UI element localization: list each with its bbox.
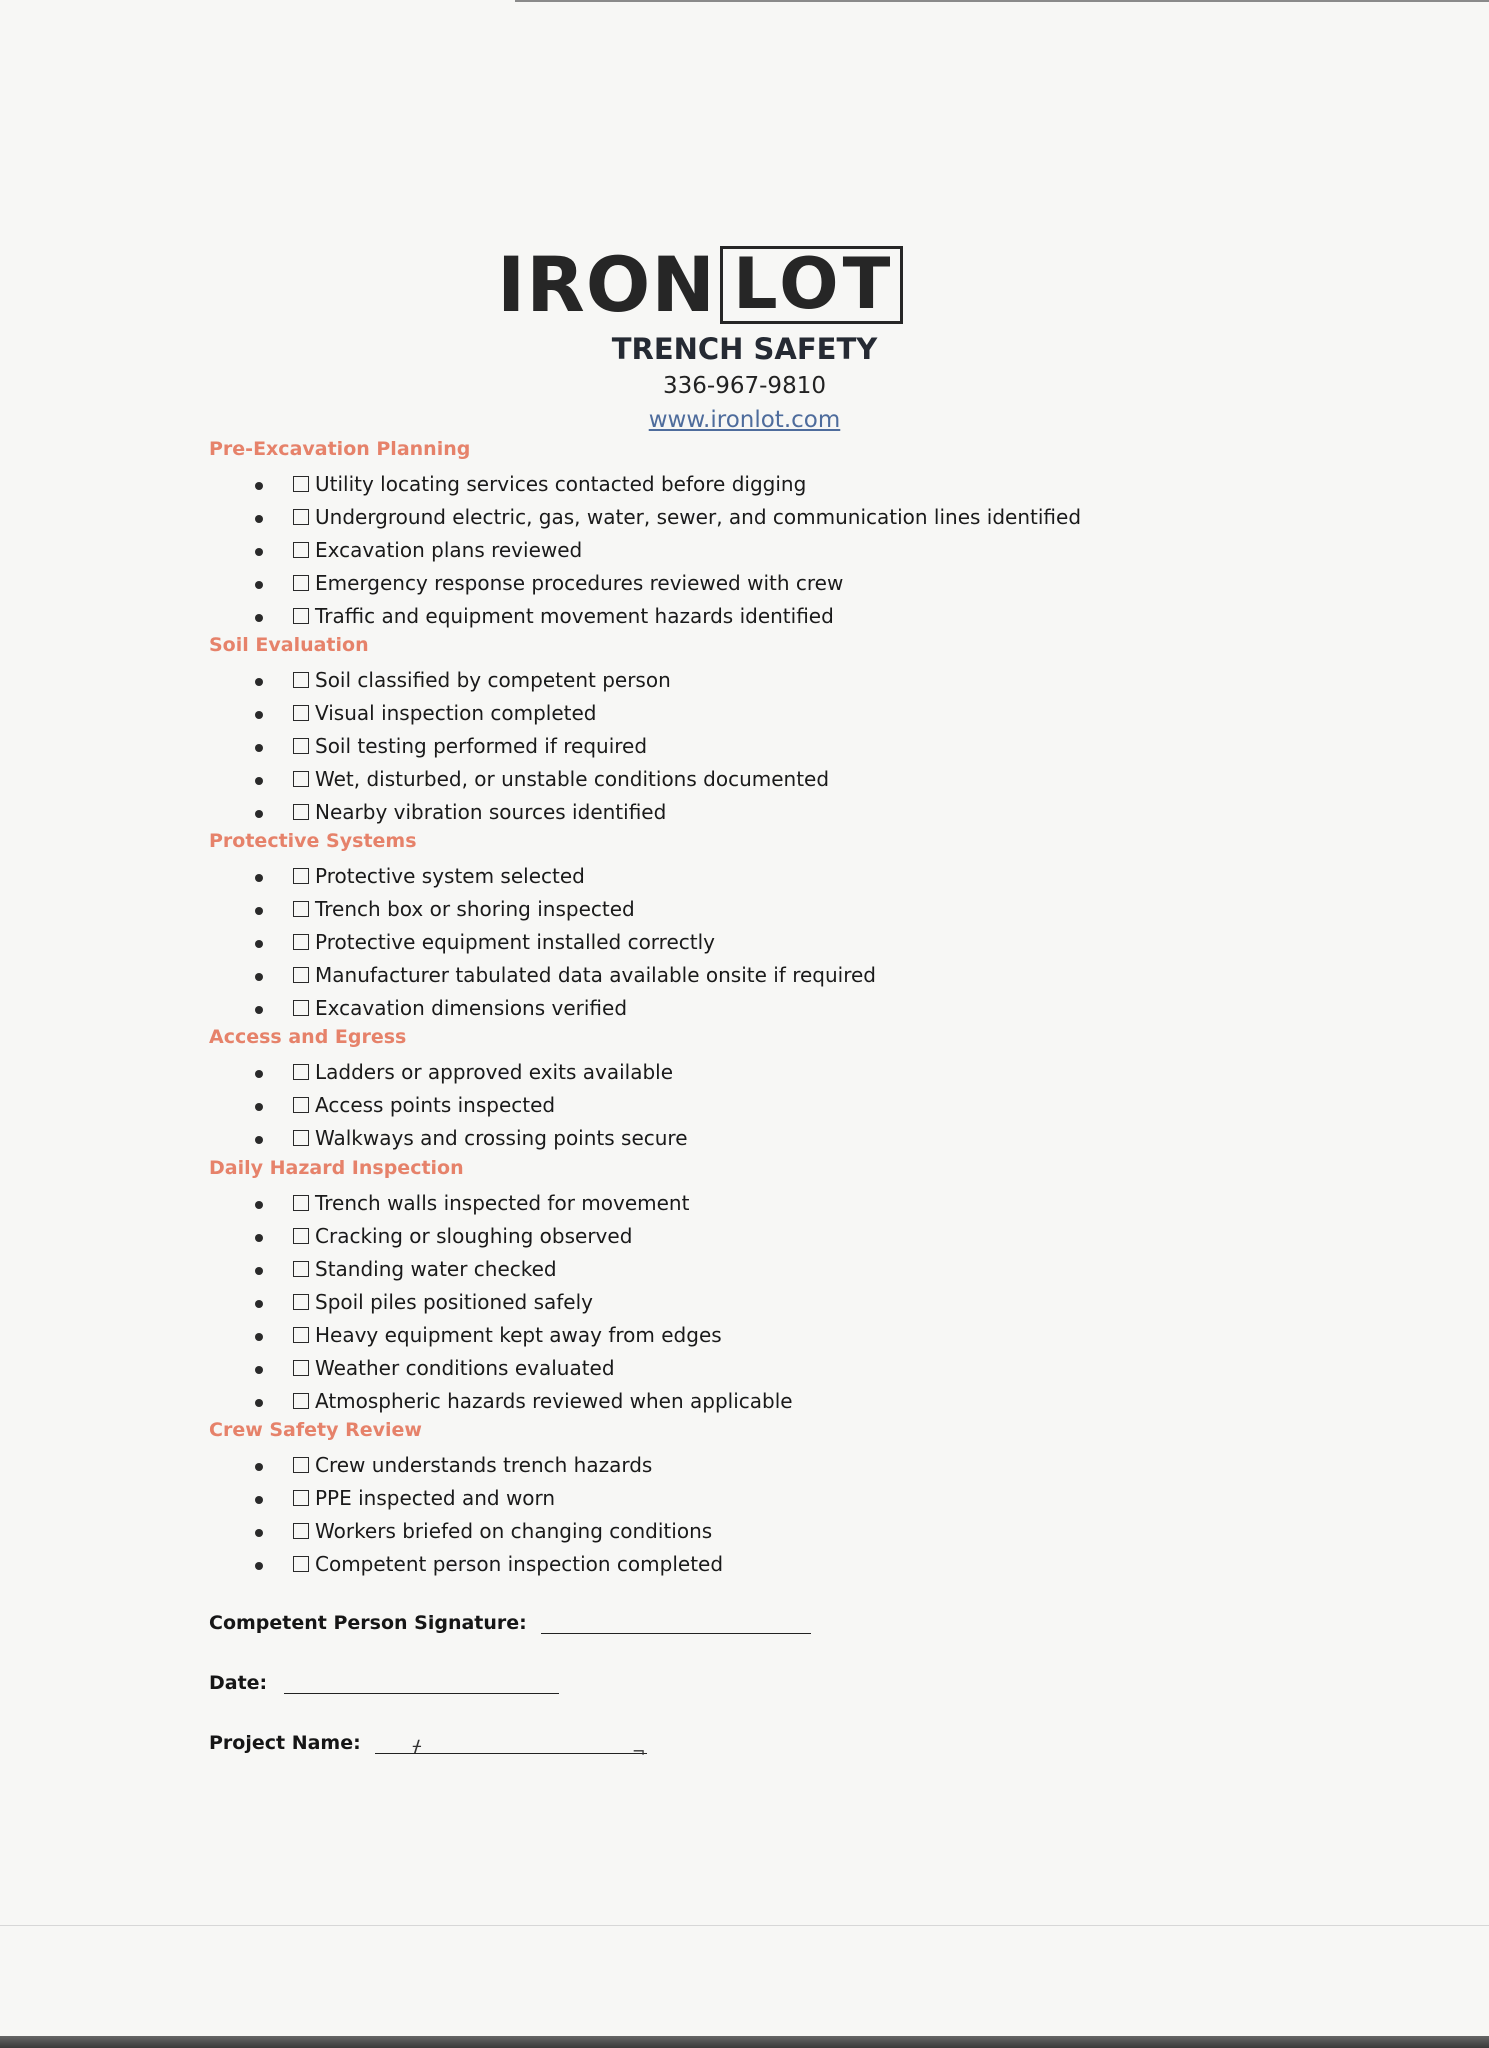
checklist-item: Cracking or sloughing observed xyxy=(255,1224,632,1248)
date-field[interactable] xyxy=(284,1673,559,1694)
checklist-item: Traffic and equipment movement hazards identified xyxy=(255,604,834,628)
bullet-icon xyxy=(255,1366,263,1374)
checkbox-icon[interactable] xyxy=(293,1294,309,1310)
checkbox-icon[interactable] xyxy=(293,1327,309,1343)
checklist-item: Protective equipment installed correctly xyxy=(255,930,715,954)
checklist-item: Nearby vibration sources identified xyxy=(255,800,666,824)
logo-iron-text: IRON xyxy=(497,240,717,329)
bullet-icon xyxy=(255,581,263,589)
scan-bottom-edge xyxy=(0,1925,1489,1926)
checkbox-icon[interactable] xyxy=(293,1523,309,1539)
bullet-icon xyxy=(255,614,263,622)
checklist-item: Competent person inspection completed xyxy=(255,1552,723,1576)
checkbox-icon[interactable] xyxy=(293,1556,309,1572)
checkbox-icon[interactable] xyxy=(293,868,309,884)
checkbox-icon[interactable] xyxy=(293,1228,309,1244)
bullet-icon xyxy=(255,711,263,719)
pen-mark-icon: ᚋ xyxy=(413,1736,421,1755)
bullet-icon xyxy=(255,940,263,948)
checklist-item: Manufacturer tabulated data available onsite if required xyxy=(255,963,876,987)
checklist-item: Access points inspected xyxy=(255,1093,555,1117)
company-phone: 336-967-9810 xyxy=(663,373,826,399)
checkbox-icon[interactable] xyxy=(293,608,309,624)
bullet-icon xyxy=(255,1529,263,1537)
bullet-icon xyxy=(255,1103,263,1111)
pen-mark-icon: ¬ xyxy=(632,1742,646,1761)
checklist-item: Wet, disturbed, or unstable conditions documented xyxy=(255,767,829,791)
bullet-icon xyxy=(255,482,263,490)
checkbox-icon[interactable] xyxy=(293,934,309,950)
bullet-icon xyxy=(255,973,263,981)
date-label: Date: xyxy=(209,1672,268,1694)
checklist-item: Utility locating services contacted before digging xyxy=(255,472,806,496)
checkbox-icon[interactable] xyxy=(293,1000,309,1016)
checklist-item: Ladders or approved exits available xyxy=(255,1060,673,1084)
checklist-item: Trench box or shoring inspected xyxy=(255,897,635,921)
checklist-item: Soil testing performed if required xyxy=(255,734,647,758)
checklist-item: PPE inspected and worn xyxy=(255,1486,555,1510)
checkbox-icon[interactable] xyxy=(293,1130,309,1146)
signature-label: Competent Person Signature: xyxy=(209,1612,527,1634)
checkbox-icon[interactable] xyxy=(293,738,309,754)
bullet-icon xyxy=(255,1234,263,1242)
checklist-item: Walkways and crossing points secure xyxy=(255,1126,688,1150)
logo-lot-boxed-text: LOT xyxy=(720,246,903,324)
signature-row xyxy=(209,1612,811,1634)
checkbox-icon[interactable] xyxy=(293,1393,309,1409)
bullet-icon xyxy=(255,515,263,523)
checklist-item: Trench walls inspected for movement xyxy=(255,1191,689,1215)
bullet-icon xyxy=(255,810,263,818)
bullet-icon xyxy=(255,1399,263,1407)
bullet-icon xyxy=(255,1267,263,1275)
checklist-item: Workers briefed on changing conditions xyxy=(255,1519,712,1543)
checklist-item: Protective system selected xyxy=(255,864,585,888)
company-subtitle: TRENCH SAFETY xyxy=(611,332,878,366)
checkbox-icon[interactable] xyxy=(293,1097,309,1113)
bullet-icon xyxy=(255,1333,263,1341)
section-title-crew-safety: Crew Safety Review xyxy=(209,1419,422,1441)
checkbox-icon[interactable] xyxy=(293,1457,309,1473)
bullet-icon xyxy=(255,548,263,556)
checkbox-icon[interactable] xyxy=(293,542,309,558)
section-title-pre-excavation: Pre-Excavation Planning xyxy=(209,438,471,460)
project-row xyxy=(209,1732,647,1754)
checkbox-icon[interactable] xyxy=(293,575,309,591)
scan-top-edge xyxy=(515,0,1489,2)
checkbox-icon[interactable] xyxy=(293,1360,309,1376)
checkbox-icon[interactable] xyxy=(293,1195,309,1211)
checklist-item: Visual inspection completed xyxy=(255,701,597,725)
checklist-item: Atmospheric hazards reviewed when applicable xyxy=(255,1389,793,1413)
checkbox-icon[interactable] xyxy=(293,1261,309,1277)
bullet-icon xyxy=(255,777,263,785)
ironlot-logo xyxy=(497,240,903,329)
date-row xyxy=(209,1672,559,1694)
bullet-icon xyxy=(255,1201,263,1209)
section-title-access-egress: Access and Egress xyxy=(209,1026,407,1048)
checklist-item: Spoil piles positioned safely xyxy=(255,1290,593,1314)
bullet-icon xyxy=(255,1496,263,1504)
checkbox-icon[interactable] xyxy=(293,1490,309,1506)
checkbox-icon[interactable] xyxy=(293,967,309,983)
checkbox-icon[interactable] xyxy=(293,804,309,820)
bullet-icon xyxy=(255,678,263,686)
checkbox-icon[interactable] xyxy=(293,901,309,917)
checkbox-icon[interactable] xyxy=(293,771,309,787)
checkbox-icon[interactable] xyxy=(293,672,309,688)
checklist-item: Crew understands trench hazards xyxy=(255,1453,652,1477)
bullet-icon xyxy=(255,1136,263,1144)
checklist-item: Standing water checked xyxy=(255,1257,557,1281)
section-title-soil-evaluation: Soil Evaluation xyxy=(209,634,369,656)
checklist-item: Excavation dimensions verified xyxy=(255,996,627,1020)
checklist-item: Emergency response procedures reviewed with crew xyxy=(255,571,843,595)
checklist-item: Excavation plans reviewed xyxy=(255,538,582,562)
section-title-daily-hazard: Daily Hazard Inspection xyxy=(209,1157,464,1179)
checkbox-icon[interactable] xyxy=(293,476,309,492)
checklist-item: Soil classified by competent person xyxy=(255,668,671,692)
bullet-icon xyxy=(255,1300,263,1308)
bullet-icon xyxy=(255,907,263,915)
checkbox-icon[interactable] xyxy=(293,509,309,525)
bullet-icon xyxy=(255,1562,263,1570)
bullet-icon xyxy=(255,744,263,752)
bullet-icon xyxy=(255,874,263,882)
signature-field[interactable] xyxy=(541,1613,811,1634)
section-title-protective-systems: Protective Systems xyxy=(209,830,417,852)
company-website-link[interactable]: www.ironlot.com xyxy=(648,407,841,433)
checklist-item: Heavy equipment kept away from edges xyxy=(255,1323,722,1347)
bullet-icon xyxy=(255,1006,263,1014)
checklist-item: Weather conditions evaluated xyxy=(255,1356,615,1380)
scanner-shadow-bar xyxy=(0,2036,1489,2048)
bullet-icon xyxy=(255,1463,263,1471)
bullet-icon xyxy=(255,1070,263,1078)
checkbox-icon[interactable] xyxy=(293,1064,309,1080)
checklist-item: Underground electric, gas, water, sewer, and communication lines identified xyxy=(255,505,1081,529)
project-label: Project Name: xyxy=(209,1732,361,1754)
checkbox-icon[interactable] xyxy=(293,705,309,721)
